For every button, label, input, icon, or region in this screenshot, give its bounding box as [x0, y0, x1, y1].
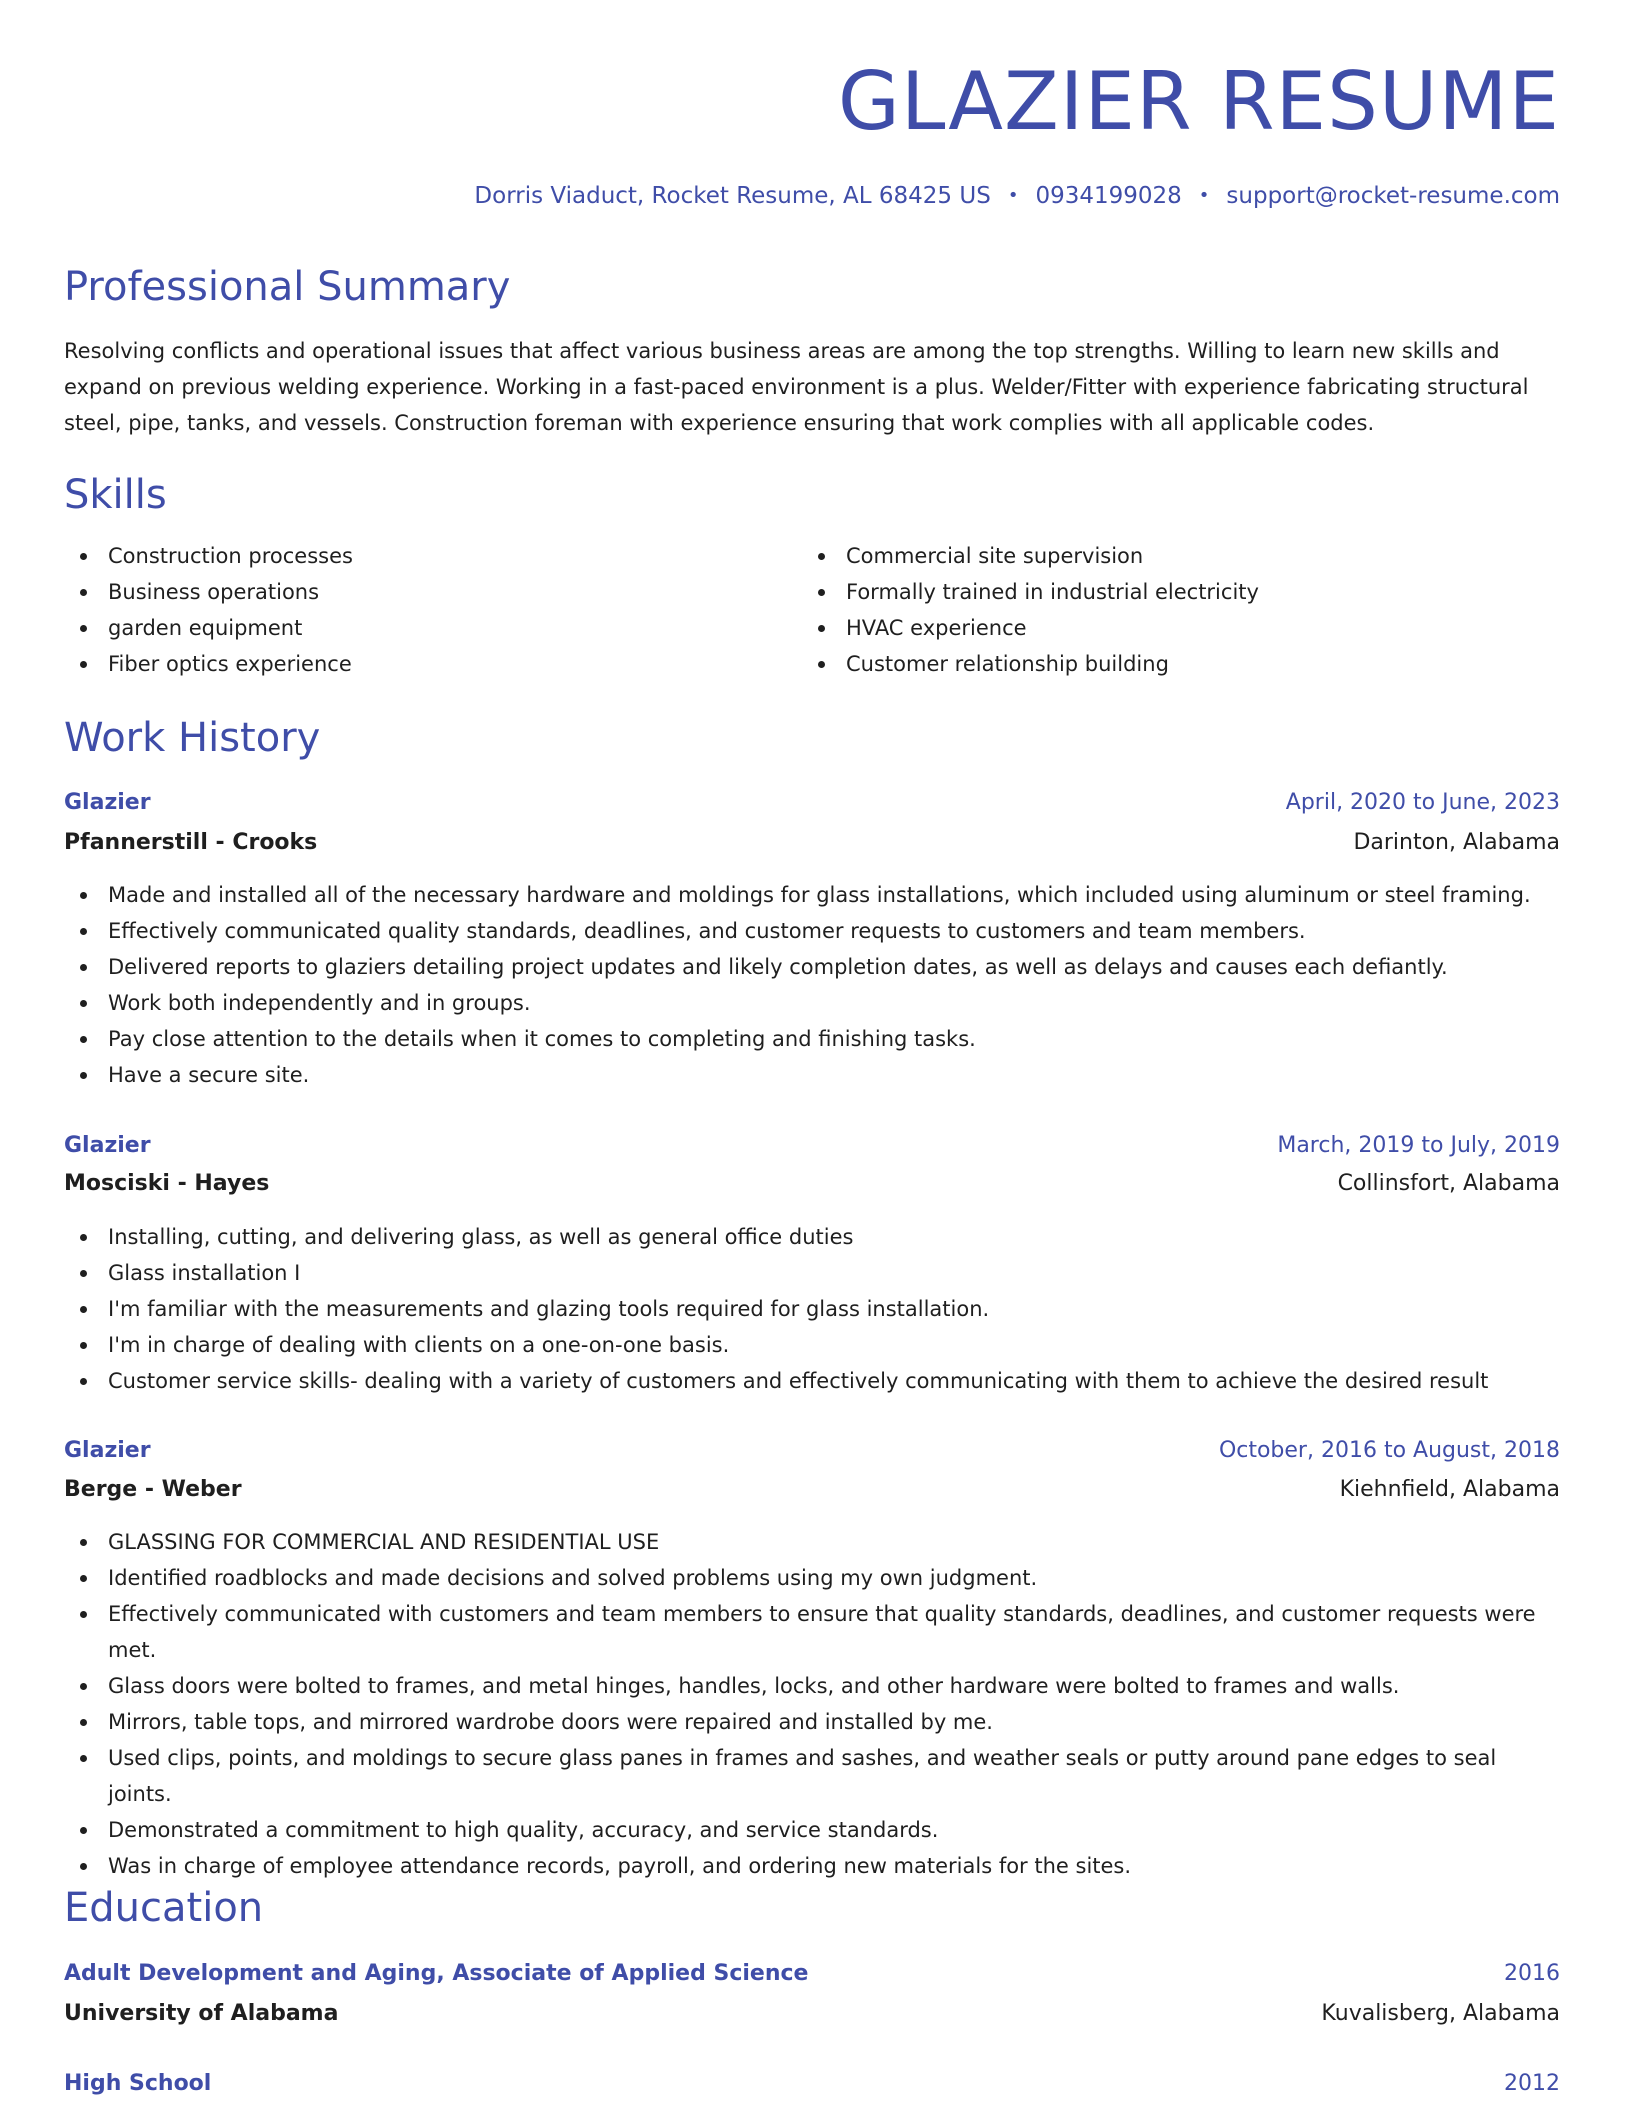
contact-separator: • — [1007, 185, 1019, 206]
job-bullet: Demonstrated a commitment to high quality, accuracy, and service standards. — [64, 1812, 1560, 1848]
job-location: Darinton, Alabama — [1353, 830, 1560, 855]
job-bullet: GLASSING FOR COMMERCIAL AND RESIDENTIAL USE — [64, 1524, 1560, 1560]
education-header — [64, 2066, 1560, 2102]
job-bullet: Pay close attention to the details when it comes to completing and finishing tasks. — [64, 1021, 1560, 1057]
skill-item: Construction processes — [64, 538, 764, 574]
job-dates: October, 2016 to August, 2018 — [1218, 1438, 1560, 1463]
contact-address: Dorris Viaduct, Rocket Resume, AL 68425 US — [474, 183, 991, 209]
contact-line — [474, 180, 1560, 212]
contact-phone: 0934199028 — [1035, 183, 1182, 209]
job-company-row — [64, 1472, 1560, 1508]
job-location: Collinsfort, Alabama — [1337, 1171, 1560, 1196]
skills-list-left — [64, 538, 764, 682]
job-header — [64, 785, 1560, 821]
section-heading-work-history: Work History — [64, 715, 321, 761]
job-bullet: Made and installed all of the necessary hardware and moldings for glass installations, which included using aluminum or steel framing. — [64, 877, 1560, 913]
job-bullet: Have a secure site. — [64, 1057, 1560, 1093]
job-bullet: Identified roadblocks and made decisions and solved problems using my own judgment. — [64, 1560, 1560, 1596]
job-dates: April, 2020 to June, 2023 — [1285, 790, 1560, 815]
education-school-row — [64, 1996, 1560, 2032]
job-bullet: I'm in charge of dealing with clients on a one-on-one basis. — [64, 1327, 1560, 1363]
job-bullet: Installing, cutting, and delivering glass, as well as general office duties — [64, 1219, 1560, 1255]
job-bullets — [64, 1219, 1560, 1399]
job-bullet: Glass doors were bolted to frames, and metal hinges, handles, locks, and other hardware were bolted to frames and walls. — [64, 1668, 1560, 1704]
job-bullet: Glass installation I — [64, 1255, 1560, 1291]
job-bullet: Delivered reports to glaziers detailing project updates and likely completion dates, as well as delays and causes each defiantly. — [64, 949, 1560, 985]
skills-list-right — [802, 538, 1560, 682]
skill-item: Formally trained in industrial electricity — [802, 574, 1560, 610]
section-heading-education: Education — [64, 1885, 264, 1931]
job-title: Glazier — [64, 790, 151, 815]
summary-text: Resolving conflicts and operational issues that affect various business areas are among the top strengths. Willing to learn new skills and expand on previous welding experience. Working in a fast-paced environment is a plus. Welder/Fitter with experience fabricating structural steel, pipe, tanks, and vessels. Construction foreman with experience ensuring that work complies with all applicable codes. — [64, 339, 1529, 435]
job-title: Glazier — [64, 1438, 151, 1463]
job-company: Mosciski - Hayes — [64, 1171, 270, 1196]
skill-item: Fiber optics experience — [64, 646, 764, 682]
section-heading-summary: Professional Summary — [64, 264, 511, 310]
job-bullet: Effectively communicated with customers and team members to ensure that quality standards, deadlines, and customer requests were met. — [64, 1596, 1560, 1668]
skill-item: Business operations — [64, 574, 764, 610]
job-bullet: Mirrors, table tops, and mirrored wardrobe doors were repaired and installed by me. — [64, 1704, 1560, 1740]
job-dates: March, 2019 to July, 2019 — [1277, 1133, 1560, 1158]
education-header — [64, 1956, 1560, 1992]
skill-item: garden equipment — [64, 610, 764, 646]
education-school: University of Alabama — [64, 2001, 339, 2026]
job-company-row — [64, 825, 1560, 861]
job-header — [64, 1433, 1560, 1469]
job-bullets — [64, 1524, 1560, 1884]
contact-separator: • — [1198, 185, 1210, 206]
job-bullet: Was in charge of employee attendance records, payroll, and ordering new materials for the sites. — [64, 1848, 1560, 1884]
education-degree: High School — [64, 2071, 212, 2096]
section-heading-skills: Skills — [64, 472, 167, 518]
job-bullet: Effectively communicated quality standards, deadlines, and customer requests to customers and team members. — [64, 913, 1560, 949]
skill-item: Commercial site supervision — [802, 538, 1560, 574]
job-title: Glazier — [64, 1133, 151, 1158]
job-company-row — [64, 1166, 1560, 1202]
education-degree: Adult Development and Aging, Associate of Applied Science — [64, 1961, 809, 1986]
job-company: Pfannerstill - Crooks — [64, 830, 318, 855]
job-location: Kiehnfield, Alabama — [1339, 1477, 1560, 1502]
resume-title: GLAZIER RESUME — [837, 55, 1560, 148]
job-bullet: Work both independently and in groups. — [64, 985, 1560, 1021]
skill-item: Customer relationship building — [802, 646, 1560, 682]
skill-item: HVAC experience — [802, 610, 1560, 646]
education-year: 2016 — [1504, 1961, 1560, 1986]
job-bullet: Customer service skills- dealing with a variety of customers and effectively communicating with them to achieve the desired result — [64, 1363, 1560, 1399]
job-bullets — [64, 877, 1560, 1093]
job-company: Berge - Weber — [64, 1477, 242, 1502]
education-location: Kuvalisberg, Alabama — [1321, 2001, 1560, 2026]
job-bullet: I'm familiar with the measurements and glazing tools required for glass installation. — [64, 1291, 1560, 1327]
education-year: 2012 — [1504, 2071, 1560, 2096]
contact-email[interactable]: support@rocket-resume.com — [1226, 183, 1560, 209]
job-header — [64, 1128, 1560, 1164]
job-bullet: Used clips, points, and moldings to secure glass panes in frames and sashes, and weather seals or putty around pane edges to seal joints. — [64, 1740, 1560, 1812]
